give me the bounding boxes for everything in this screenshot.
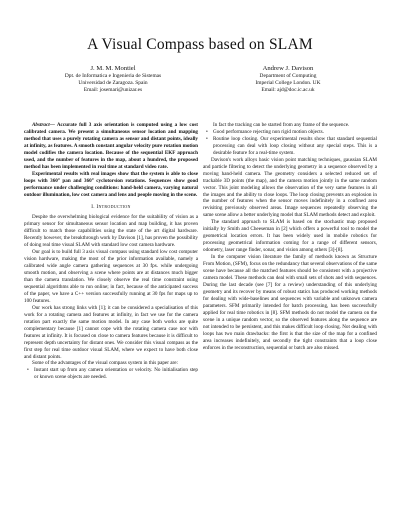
list-item: • Instant start up from any camera orientation or velocity. No initialisation step or known scene objects are needed. (34, 367, 198, 381)
body-paragraph: Our goal is to build full 3 axis visual compass using standard low cost computer vision hardware, making the most of the prior information available, namely a calibrated wide angle camera gathering sequences at 30 fps. while undergoing smooth motion, and observing a scene where points are at distances much bigger than the camera translation. We closely observe the real time constraint using sequential algorithms able to run online; in fact, because of the anticipated success of the paper, we have a C++ version successfully running at 30 fps for maps up to 100 features. (24, 249, 198, 304)
author-block-1 (23, 65, 203, 95)
author-department: Dpt. de Informatica e Ingenieria de Sistemas (64, 73, 162, 79)
list-item: • Good performance rejecting non rigid motion objects. (213, 129, 377, 136)
advantages-list-continued (203, 129, 377, 157)
list-item: • Routine loop closing. Our experimental results show that standard sequential processing can deal with loop closing without any special steps. This is a desirable feature for a real-time system. (213, 136, 377, 157)
author-block-2 (198, 65, 378, 95)
author-email: Email: josemari@unizar.es (83, 87, 143, 94)
author-email: Email: ajd@doc.ic.ac.uk (261, 87, 315, 94)
author-name: Andrew J. Davison (262, 65, 314, 72)
author-organization: Universidad de Zaragoza. Spain (78, 80, 148, 87)
section-heading: I. Introduction (91, 204, 131, 211)
author-name: J. M. M. Montiel (90, 65, 136, 72)
advantages-list (24, 367, 198, 381)
left-column (24, 122, 198, 381)
author-organization: Imperial College London. UK (255, 80, 321, 87)
abstract-paragraph-2: Experimental results with real images show that the system is able to close loops with 360° pan and 360° cyclotorsion rotations. Sequences show good performance under challenging conditions: hand-held camera, varying natural outdoor illumination, low cost camera and lens and people moving in the scene. (24, 170, 198, 198)
author-department: Department of Computing (259, 73, 317, 79)
body-paragraph: In fact the tracking can be started from any frame of the sequence. (213, 122, 350, 128)
body-paragraph: Despite the overwhelming biological evidence for the suitability of vision as a primary sensor for simultaneous sensor location and map building, it has proven difficult to match those capabilities using the state of the art digital hardware. Recently however, the breakthrough work by Davison [1], has proven the possibility of doing real time visual SLAM with standard low cost camera hardware. (24, 214, 198, 249)
right-column (203, 122, 377, 351)
body-paragraph: Davison's work alloys basic vision point matching techniques, gaussian SLAM and particle filtering to detect the underlying geometry in a sequence observed by a moving hand-held camera. The geometry considers a selected reduced set of trackable 3D points (the map), and the camera motion jointly in the same random vector. This joint modeling allows the observation of the very same features in all the images and the ability to close loops. The loop closing prevents an explosion in the number of features when the sensor moves indefinitely in a confined area revisiting previously observed areas. Image sequences repeatedly observing the same scene allow a better underlying model that SLAM methods detect and exploit. (203, 156, 377, 219)
body-paragraph: Some of the advantages of the visual compass system in this paper are: (32, 360, 178, 367)
body-paragraph: In the computer vision literature the family of methods known as Structure From Motion, (SFM), focus on the redundancy that several observations of the same scene have because all the matched features should be consistent with a projective camera model. These methods can deal with small sets of shots and with sequences. During the last decade (see [7] for a review) understanding of this underlying geometry and its recover by means of robust statics has produced working methods for dealing with wide-baselines and sequences with variable and unknown camera parameters. SFM primarily intended for batch processing, has been successfully applied for real time robotics in [8]. SFM methods do not model the camera on the scene in a unique random vector, so the observed features along the sequence are not intended to be persistent, and this makes difficult loop closing. Not dealing with loops has two main drawbacks: the first is that the size of the map for a confined area increases indefinitely, and secondly the tight constraints that a loop close enforces in the reconstruction, sequential or batch are also missed. (203, 254, 377, 351)
paper-title: A Visual Compass based on SLAM (87, 36, 313, 53)
body-paragraph: Our work has strong links with [1]; it can be considered a specialisation of this work for a rotating camera and features at infinity, in fact we use for the camera rotation part exactly the same motion model. In any case both works are quite complementary because [1] cannot cope with the rotating camera case nor with features at infinity. It is focused on close to camera features because it is difficult to represent depth uncertainty for distant ones. We consider this visual compass as the first step for real time outdoor visual SLAM, where we expect to have both close and distant points. (24, 304, 198, 360)
body-paragraph: The standard approach to SLAM is based on the stochastic map proposed initially by Smith and Cheeseman in [2] which offers a powerful tool to model the geometrical location errors. It has been widely used in mobile robotics for processing geometrical information coming for a range of different sensors, odometry, laser range finder, sonar, and vision among others [3]-[8]. (203, 219, 377, 254)
abstract-paragraph (24, 122, 198, 171)
abstract-label: Abstract— (32, 122, 55, 128)
abstract-text: Accurate full 3 axis orientation is computed using a low cost calibrated camera. We present a simultaneous sensor location and mapping method that uses a purely rotating camera as sensor and distant points, ideally at infinity, as features. A smooth constant angular velocity pure rotation motion model codifies the camera location. Because of the sequential EKF approach used, and the number of features in the map, about a hundred, the proposed method has been implemented in real time at standard video rate. (24, 122, 198, 170)
